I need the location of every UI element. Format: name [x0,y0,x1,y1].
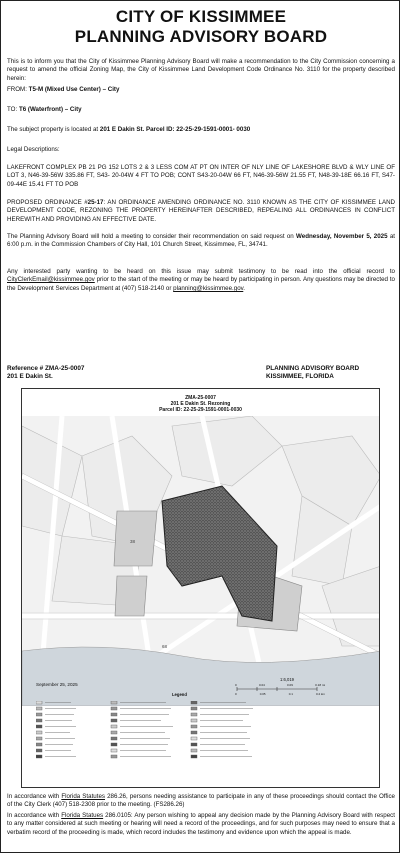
map-title-address: 201 E Dakin St. Rezoning [170,401,231,407]
map-legend-title: Legend [172,692,187,697]
ordinance-number: 25-17 [87,199,104,206]
reference-address: 201 E Dakin St. [7,373,53,381]
reference-number: Reference # ZMA-25-0007 [7,365,85,372]
meeting-paragraph [7,233,395,250]
testimony-text-2: prior to the start of the meeting or may be heard by participating in person. Any questions may be directed to the Development Services Department at (407) 518-2140 or [7,276,395,292]
board-signature [266,365,359,382]
scale-tick: 0.04 [258,683,265,687]
legal-heading: Legal Descriptions: [7,146,60,153]
scale-ticks-km [235,692,325,696]
ordinance-prefix: PROPOSED ORDINANCE # [7,199,88,206]
planning-email-link[interactable]: planning@kissimmee.gov [173,284,244,292]
testimony-paragraph [7,268,395,293]
rezoning-map [21,388,380,788]
appeal-text-2: 286.0105: Any person wishing to appeal any decision made by the Planning Advisory Board with respect to any matter considered at such meeting or hearing will need a record of the proceedings, and for such purposes may need to ensure that a verbatim record of the proceeding is made, which record includes the testimony and evidence upon which the appeal is made. [7,812,395,836]
meeting-date: Wednesday, November 5, 2025 [296,233,388,240]
subject-location [7,126,395,134]
reference-block [7,365,84,382]
svg-text:.: . [59,497,64,501]
notice-title-city: CITY OF KISSIMMEE [115,7,287,26]
board-name: PLANNING ADVISORY BOARD [266,365,360,372]
scale-tick: 0 [235,692,237,696]
ordinance-text: : AN ORDINANCE AMENDING ORDINANCE NO. 3110 KNOWN AS THE CITY OF KISSIMMEE LAND DEVELOPMENT CODE, REZONING THE PROPERTY HEREINAFTER DESCRIBED, REPEALING ALL ORDINANCES IN CONFLICT HEREWITH AND PROVIDING AN EFFECTIVE DATE. [7,199,396,223]
scale-tick: 0.09 [287,683,293,687]
map-legend [36,701,286,771]
to-label: TO: [7,106,18,113]
map-scale-ratio: 1:6,019 [280,677,294,682]
scale-tick: 0 [235,683,237,687]
from-label: FROM: [7,86,27,93]
legal-description: LAKEFRONT COMPLEX PB 21 PG 152 LOTS 2 & 3 LESS COM AT PT ON INTER OF NLY LINE OF LAKESHORE BLVD & WLY LINE OF LOT 3, N46-39-56W 335.86 FT, S43- 20-04W 4 FT TO POB; CONT S43-20-04W 66 FT, N46-39-56W 21.55 FT, N48-39-18E 66.16 FT, S47-09-44E 15.41 FT TO POB [7,164,395,188]
appeal-notice [7,812,395,837]
map-label-38: 38 [130,539,136,544]
scale-tick: 0.2 km [315,692,325,696]
to-value: T6 (Waterfront) – City [18,106,82,113]
testimony-text-1: Any interested party wanting to be heard on this issue may submit testimony to be read into the official record to [7,268,395,275]
map-graphic [22,416,380,706]
scale-tick: 0.05 [259,692,266,696]
meeting-text-2: at 6:00 p.m. in the Commission Chambers of City Hall, 101 Church Street, Kissimmee, FL, 34741. [7,233,395,249]
scale-tick: 0.1 [288,692,293,696]
to-zoning [7,106,395,114]
location-text: The subject property is located at [7,126,99,133]
board-location: KISSIMMEE, FLORIDA [266,373,334,381]
appeal-text-1: In accordance with [7,812,60,819]
map-date: September 25, 2025 [36,682,78,687]
map-label-68: 68 [162,644,168,649]
map-title-parcel: Parcel ID: 22-25-29-1591-0001-0030 [159,407,242,413]
from-zoning [7,86,395,94]
map-title-ref: ZMA-25-0007 [185,395,216,401]
testimony-end: . [243,284,246,292]
scale-ticks-mi [235,683,325,687]
clerk-email-link[interactable]: CityClerkEmail@kissimmee.gov [7,276,95,284]
meeting-text-1: The Planning Advisory Board will hold a meeting to consider their recommendation on said request on [7,233,294,240]
ada-statute-link[interactable]: Florida Statutes [61,793,105,800]
ada-text-1: In accordance with [7,793,60,800]
appeal-statute-link[interactable]: Florida Statues [61,812,104,819]
location-value: 201 E Dakin St. Parcel ID: 22-25-29-1591-0001- 0030 [99,126,251,133]
intro-paragraph: This is to inform you that the City of Kissimmee Planning Advisory Board will make a recommendation to the City Commission concerning a request to amend the official Zoning Map, the City of Kissimmee Land Development Code Ordinance No. 3110 for the property described herein: [7,58,395,82]
ada-notice [7,793,395,810]
ada-text-2: 286.26, persons needing assistance to participate in any of these proceedings should contact the Office of the City Clerk (407) 518-2308 prior to the meeting. (FS286.26) [7,793,395,809]
scale-tick: 0.18 mi [315,683,325,687]
ordinance-paragraph [7,199,395,224]
notice-title-board: PLANNING ADVISORY BOARD [74,27,328,46]
from-value: T5-M (Mixed Use Center) – City [28,86,120,93]
